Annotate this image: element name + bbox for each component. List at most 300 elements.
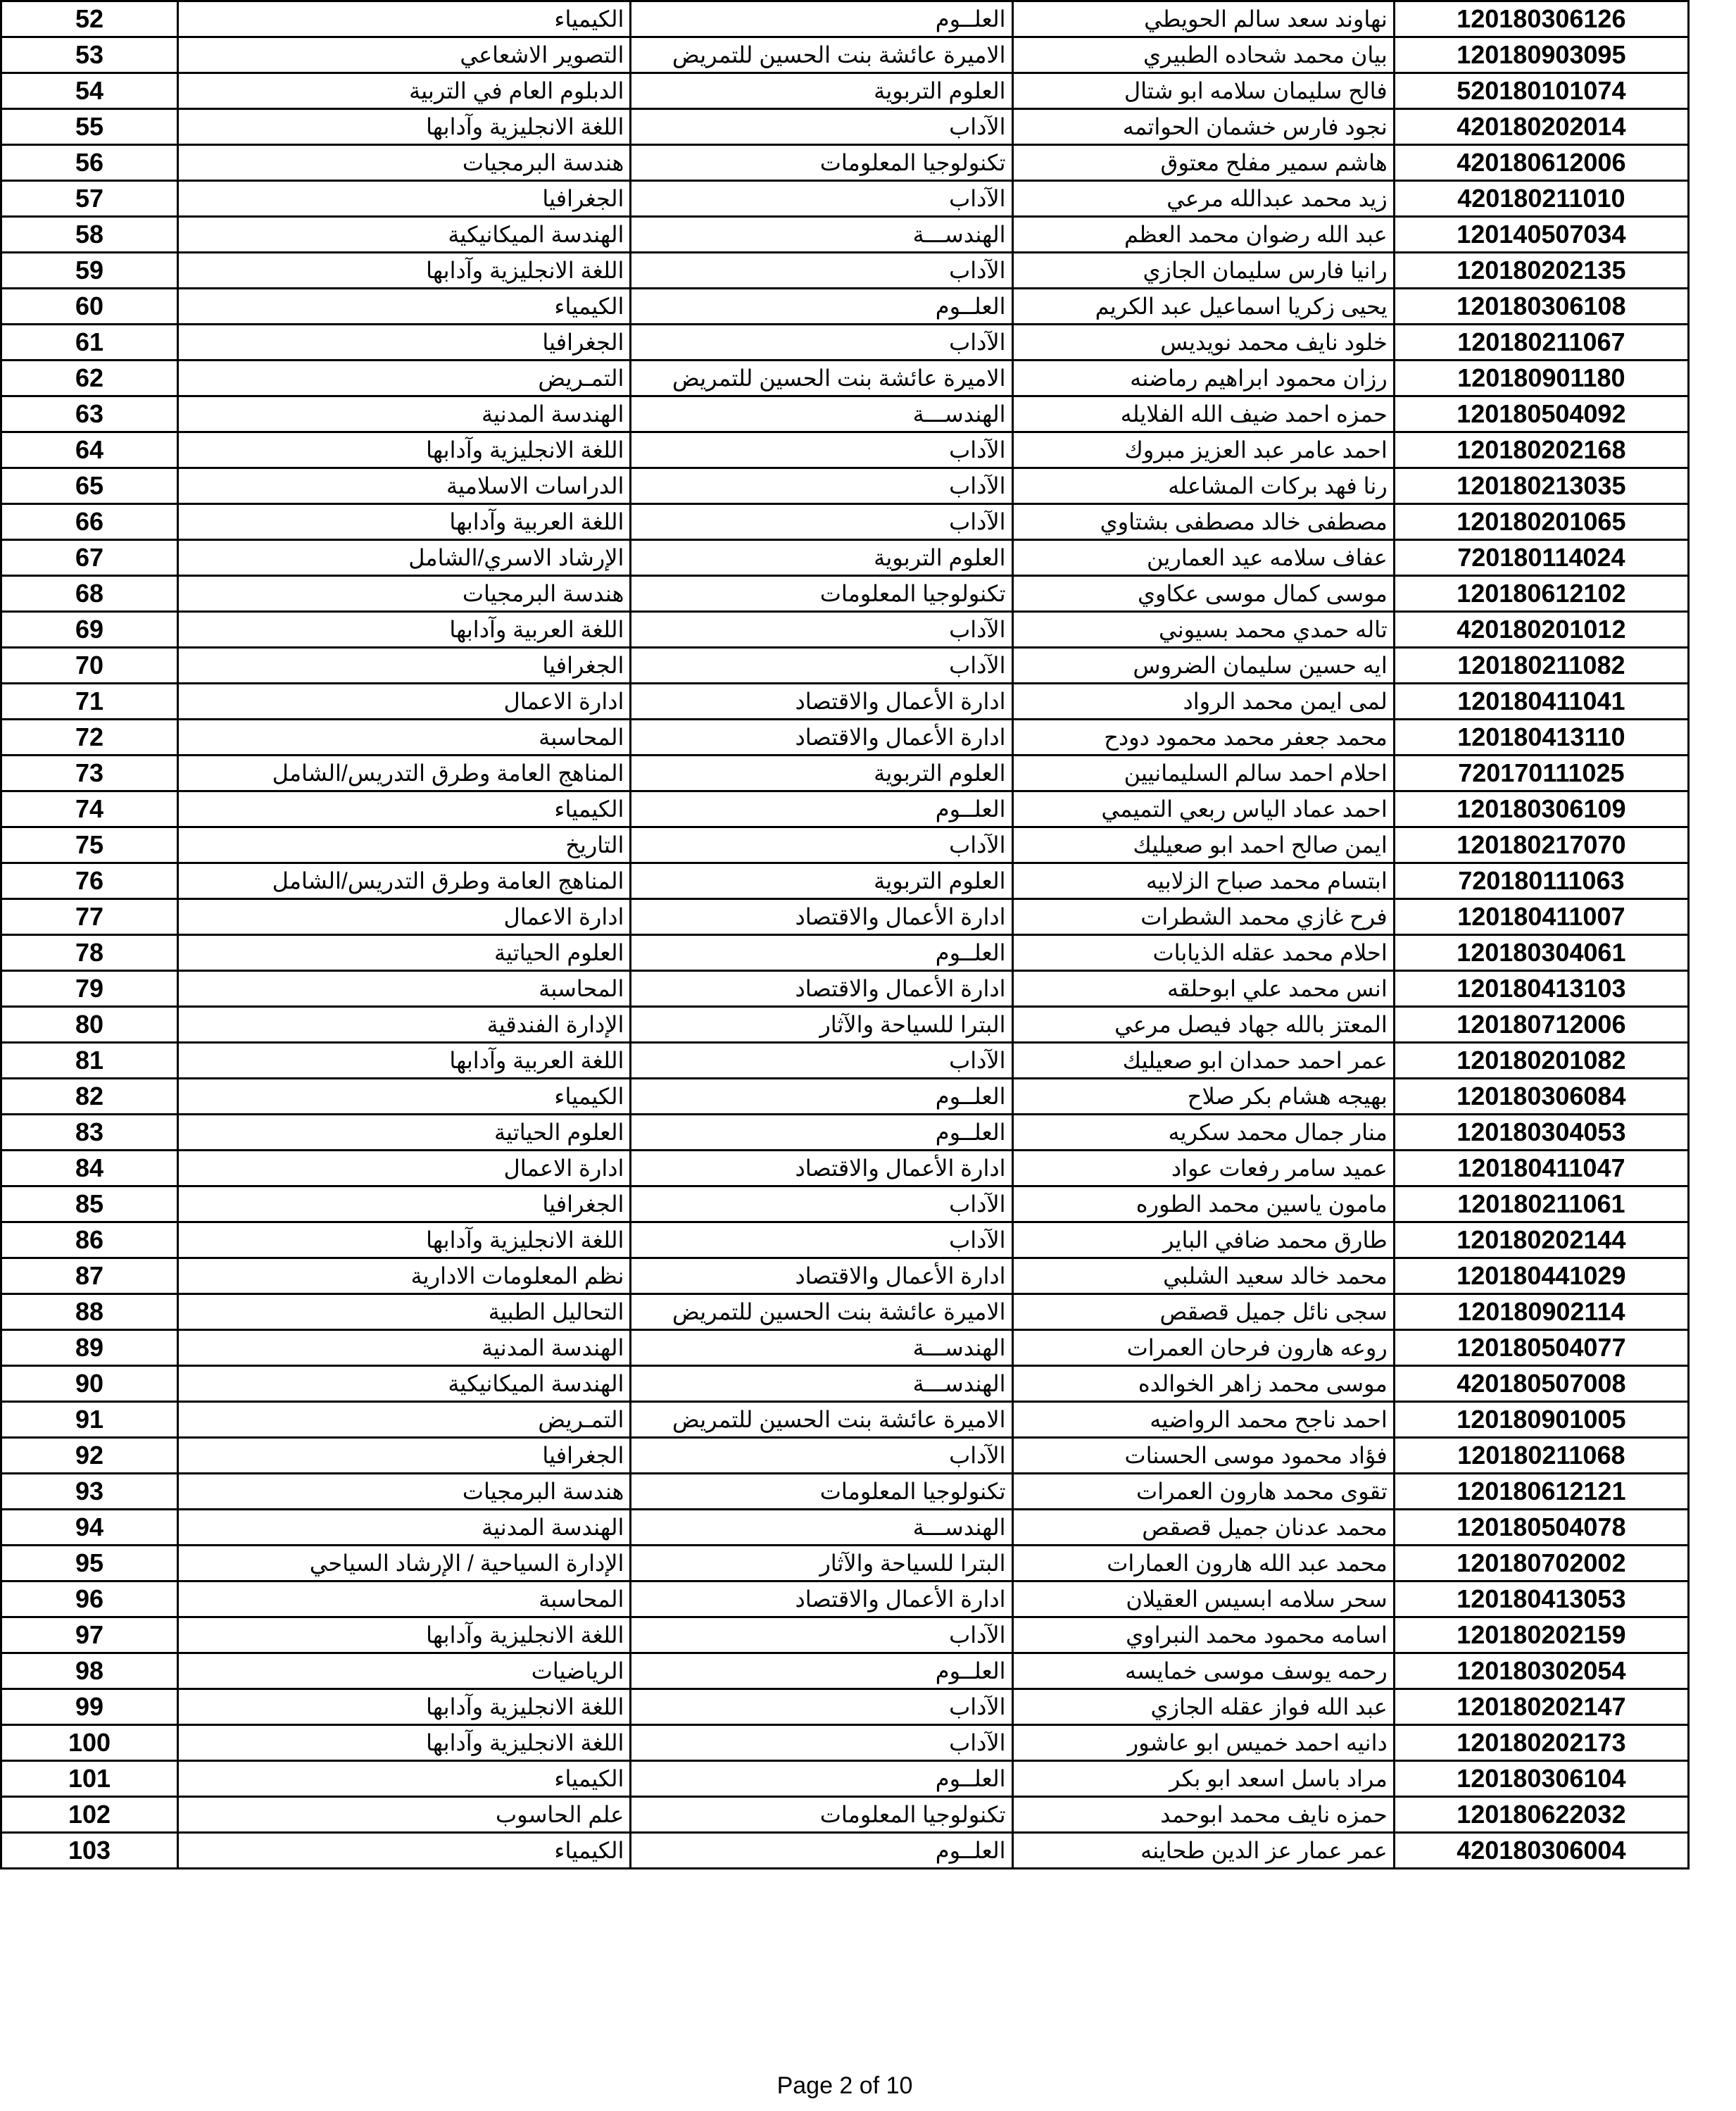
student-id-cell: 120180411007 bbox=[1394, 899, 1688, 935]
faculty-cell: الاميرة عائشة بنت الحسين للتمريض bbox=[631, 1402, 1012, 1438]
student-id-cell: 120180306126 bbox=[1394, 1, 1688, 37]
table-row bbox=[1, 1797, 1689, 1833]
row-number-cell: 102 bbox=[1, 1797, 178, 1833]
student-id-cell: 720170111025 bbox=[1394, 756, 1688, 791]
table-row bbox=[1, 863, 1689, 899]
student-id-cell: 120180202144 bbox=[1394, 1222, 1688, 1258]
faculty-cell: الآداب bbox=[631, 1438, 1012, 1474]
faculty-cell: ادارة الأعمال والاقتصاد bbox=[631, 1258, 1012, 1294]
row-number-cell: 69 bbox=[1, 612, 178, 648]
faculty-cell: الاميرة عائشة بنت الحسين للتمريض bbox=[631, 361, 1012, 396]
row-number-cell: 82 bbox=[1, 1079, 178, 1115]
row-number-cell: 65 bbox=[1, 468, 178, 504]
student-id-cell: 120180411047 bbox=[1394, 1151, 1688, 1186]
row-number-cell: 78 bbox=[1, 935, 178, 971]
student-name-cell: عمر عمار عز الدين طحاينه bbox=[1012, 1833, 1394, 1869]
faculty-cell: العلــوم bbox=[631, 935, 1012, 971]
major-cell: التمـريض bbox=[177, 1402, 630, 1438]
faculty-cell: الآداب bbox=[631, 253, 1012, 289]
row-number-cell: 60 bbox=[1, 289, 178, 325]
table-row bbox=[1, 1007, 1689, 1043]
major-cell: الكيمياء bbox=[177, 1833, 630, 1869]
major-cell: التحاليل الطبية bbox=[177, 1294, 630, 1330]
faculty-cell: تكنولوجيا المعلومات bbox=[631, 145, 1012, 181]
student-name-cell: سحر سلامه ابسيس العقيلان bbox=[1012, 1581, 1394, 1617]
student-name-cell: حمزه احمد ضيف الله الفلايله bbox=[1012, 396, 1394, 432]
table-row bbox=[1, 1151, 1689, 1186]
student-id-cell: 420180201012 bbox=[1394, 612, 1688, 648]
row-number-cell: 77 bbox=[1, 899, 178, 935]
table-row bbox=[1, 468, 1689, 504]
table-row bbox=[1, 899, 1689, 935]
row-number-cell: 83 bbox=[1, 1115, 178, 1151]
table-row bbox=[1, 1258, 1689, 1294]
major-cell: الكيمياء bbox=[177, 1761, 630, 1797]
student-id-cell: 120180201065 bbox=[1394, 504, 1688, 540]
faculty-cell: العلــوم bbox=[631, 1761, 1012, 1797]
faculty-cell: الآداب bbox=[631, 612, 1012, 648]
faculty-cell: العلوم التربوية bbox=[631, 540, 1012, 576]
student-id-cell: 420180211010 bbox=[1394, 181, 1688, 217]
row-number-cell: 93 bbox=[1, 1474, 178, 1510]
table-row bbox=[1, 1761, 1689, 1797]
student-id-cell: 120180304061 bbox=[1394, 935, 1688, 971]
table-row bbox=[1, 756, 1689, 791]
table-row bbox=[1, 361, 1689, 396]
major-cell: الهندسة المدنية bbox=[177, 1510, 630, 1546]
student-name-cell: ايه حسين سليمان الضروس bbox=[1012, 648, 1394, 684]
student-name-cell: دانيه احمد خميس ابو عاشور bbox=[1012, 1725, 1394, 1761]
table-row bbox=[1, 1330, 1689, 1366]
student-id-cell: 420180612006 bbox=[1394, 145, 1688, 181]
student-id-cell: 120180211067 bbox=[1394, 325, 1688, 361]
faculty-cell: العلوم التربوية bbox=[631, 756, 1012, 791]
student-name-cell: نجود فارس خشمان الحواتمه bbox=[1012, 109, 1394, 145]
student-id-cell: 120180612102 bbox=[1394, 576, 1688, 612]
student-name-cell: موسى محمد زاهر الخوالده bbox=[1012, 1366, 1394, 1402]
faculty-cell: الآداب bbox=[631, 1222, 1012, 1258]
major-cell: الإرشاد الاسري/الشامل bbox=[177, 540, 630, 576]
faculty-cell: العلــوم bbox=[631, 1653, 1012, 1689]
faculty-cell: الآداب bbox=[631, 109, 1012, 145]
row-number-cell: 85 bbox=[1, 1186, 178, 1222]
major-cell: الرياضيات bbox=[177, 1653, 630, 1689]
student-id-cell: 120180903095 bbox=[1394, 37, 1688, 73]
row-number-cell: 98 bbox=[1, 1653, 178, 1689]
faculty-cell: الآداب bbox=[631, 325, 1012, 361]
major-cell: الإدارة السياحية / الإرشاد السياحي bbox=[177, 1546, 630, 1581]
table-row bbox=[1, 1115, 1689, 1151]
row-number-cell: 53 bbox=[1, 37, 178, 73]
table-row bbox=[1, 1833, 1689, 1869]
faculty-cell: الهندســـة bbox=[631, 217, 1012, 253]
student-name-cell: منار جمال محمد سكريه bbox=[1012, 1115, 1394, 1151]
row-number-cell: 58 bbox=[1, 217, 178, 253]
student-id-cell: 120180306109 bbox=[1394, 791, 1688, 827]
row-number-cell: 92 bbox=[1, 1438, 178, 1474]
major-cell: اللغة الانجليزية وآدابها bbox=[177, 1689, 630, 1725]
major-cell: الإدارة الفندقية bbox=[177, 1007, 630, 1043]
table-row bbox=[1, 1474, 1689, 1510]
row-number-cell: 52 bbox=[1, 1, 178, 37]
faculty-cell: الآداب bbox=[631, 648, 1012, 684]
major-cell: نظم المعلومات الادارية bbox=[177, 1258, 630, 1294]
row-number-cell: 67 bbox=[1, 540, 178, 576]
student-id-cell: 120180304053 bbox=[1394, 1115, 1688, 1151]
major-cell: الهندسة الميكانيكية bbox=[177, 217, 630, 253]
student-name-cell: بيان محمد شحاده الطبيري bbox=[1012, 37, 1394, 73]
student-id-cell: 120180201082 bbox=[1394, 1043, 1688, 1079]
major-cell: اللغة الانجليزية وآدابها bbox=[177, 109, 630, 145]
student-name-cell: مراد باسل اسعد ابو بكر bbox=[1012, 1761, 1394, 1797]
student-id-cell: 120180504077 bbox=[1394, 1330, 1688, 1366]
faculty-cell: العلوم التربوية bbox=[631, 863, 1012, 899]
student-name-cell: ايمن صالح احمد ابو صعيليك bbox=[1012, 827, 1394, 863]
table-row bbox=[1, 1, 1689, 37]
major-cell: هندسة البرمجيات bbox=[177, 145, 630, 181]
faculty-cell: تكنولوجيا المعلومات bbox=[631, 1474, 1012, 1510]
major-cell: الهندسة المدنية bbox=[177, 1330, 630, 1366]
table-row bbox=[1, 971, 1689, 1007]
student-name-cell: مامون ياسين محمد الطوره bbox=[1012, 1186, 1394, 1222]
table-row bbox=[1, 1366, 1689, 1402]
major-cell: العلوم الحياتية bbox=[177, 1115, 630, 1151]
row-number-cell: 96 bbox=[1, 1581, 178, 1617]
row-number-cell: 54 bbox=[1, 73, 178, 109]
faculty-cell: ادارة الأعمال والاقتصاد bbox=[631, 1151, 1012, 1186]
student-name-cell: فالح سليمان سلامه ابو شتال bbox=[1012, 73, 1394, 109]
student-id-cell: 120180202135 bbox=[1394, 253, 1688, 289]
table-row bbox=[1, 1294, 1689, 1330]
faculty-cell: العلــوم bbox=[631, 791, 1012, 827]
table-row bbox=[1, 648, 1689, 684]
student-name-cell: عمر احمد حمدان ابو صعيليك bbox=[1012, 1043, 1394, 1079]
row-number-cell: 89 bbox=[1, 1330, 178, 1366]
major-cell: الدراسات الاسلامية bbox=[177, 468, 630, 504]
row-number-cell: 87 bbox=[1, 1258, 178, 1294]
student-name-cell: خلود نايف محمد نويديس bbox=[1012, 325, 1394, 361]
major-cell: المحاسبة bbox=[177, 971, 630, 1007]
student-id-cell: 120180411041 bbox=[1394, 684, 1688, 720]
student-name-cell: عبد الله فواز عقله الجازي bbox=[1012, 1689, 1394, 1725]
student-name-cell: عبد الله رضوان محمد العظم bbox=[1012, 217, 1394, 253]
student-id-cell: 120180902114 bbox=[1394, 1294, 1688, 1330]
major-cell: اللغة الانجليزية وآدابها bbox=[177, 253, 630, 289]
major-cell: اللغة الانجليزية وآدابها bbox=[177, 432, 630, 468]
major-cell: اللغة الانجليزية وآدابها bbox=[177, 1725, 630, 1761]
student-name-cell: احلام محمد عقله الذيابات bbox=[1012, 935, 1394, 971]
student-name-cell: اسامه محمود محمد النبراوي bbox=[1012, 1617, 1394, 1653]
row-number-cell: 64 bbox=[1, 432, 178, 468]
student-name-cell: محمد جعفر محمد محمود دودح bbox=[1012, 720, 1394, 756]
faculty-cell: الآداب bbox=[631, 1043, 1012, 1079]
student-name-cell: احمد عماد الياس ربعي التميمي bbox=[1012, 791, 1394, 827]
student-name-cell: تاله حمدي محمد بسيوني bbox=[1012, 612, 1394, 648]
major-cell: التاريخ bbox=[177, 827, 630, 863]
table-row bbox=[1, 1186, 1689, 1222]
faculty-cell: ادارة الأعمال والاقتصاد bbox=[631, 971, 1012, 1007]
table-row bbox=[1, 504, 1689, 540]
row-number-cell: 103 bbox=[1, 1833, 178, 1869]
row-number-cell: 94 bbox=[1, 1510, 178, 1546]
student-name-cell: سجى نائل جميل قصقص bbox=[1012, 1294, 1394, 1330]
faculty-cell: الآداب bbox=[631, 1725, 1012, 1761]
faculty-cell: الآداب bbox=[631, 1689, 1012, 1725]
student-name-cell: زيد محمد عبدالله مرعي bbox=[1012, 181, 1394, 217]
major-cell: المناهج العامة وطرق التدريس/الشامل bbox=[177, 756, 630, 791]
student-name-cell: عميد سامر رفعات عواد bbox=[1012, 1151, 1394, 1186]
table-row bbox=[1, 1546, 1689, 1581]
faculty-cell: ادارة الأعمال والاقتصاد bbox=[631, 684, 1012, 720]
student-id-cell: 120180202147 bbox=[1394, 1689, 1688, 1725]
faculty-cell: الآداب bbox=[631, 504, 1012, 540]
row-number-cell: 91 bbox=[1, 1402, 178, 1438]
student-id-cell: 120180612121 bbox=[1394, 1474, 1688, 1510]
major-cell: الهندسة المدنية bbox=[177, 396, 630, 432]
major-cell: الجغرافيا bbox=[177, 1186, 630, 1222]
student-id-cell: 120180306108 bbox=[1394, 289, 1688, 325]
faculty-cell: العلوم التربوية bbox=[631, 73, 1012, 109]
student-name-cell: هاشم سمير مفلح معتوق bbox=[1012, 145, 1394, 181]
student-id-cell: 720180114024 bbox=[1394, 540, 1688, 576]
student-id-cell: 120180306104 bbox=[1394, 1761, 1688, 1797]
major-cell: اللغة العربية وآدابها bbox=[177, 504, 630, 540]
student-name-cell: بهيجه هشام بكر صلاح bbox=[1012, 1079, 1394, 1115]
student-name-cell: موسى كمال موسى عكاوي bbox=[1012, 576, 1394, 612]
row-number-cell: 74 bbox=[1, 791, 178, 827]
table-row bbox=[1, 145, 1689, 181]
student-name-cell: يحيى زكريا اسماعيل عبد الكريم bbox=[1012, 289, 1394, 325]
major-cell: التمـريض bbox=[177, 361, 630, 396]
major-cell: الجغرافيا bbox=[177, 325, 630, 361]
student-id-cell: 120180211068 bbox=[1394, 1438, 1688, 1474]
table-row bbox=[1, 1402, 1689, 1438]
major-cell: الكيمياء bbox=[177, 791, 630, 827]
faculty-cell: البترا للسياحة والآثار bbox=[631, 1007, 1012, 1043]
faculty-cell: العلــوم bbox=[631, 1, 1012, 37]
major-cell: اللغة العربية وآدابها bbox=[177, 612, 630, 648]
faculty-cell: الهندســـة bbox=[631, 1366, 1012, 1402]
faculty-cell: ادارة الأعمال والاقتصاد bbox=[631, 899, 1012, 935]
major-cell: العلوم الحياتية bbox=[177, 935, 630, 971]
student-id-cell: 120180302054 bbox=[1394, 1653, 1688, 1689]
table-row bbox=[1, 1510, 1689, 1546]
student-id-cell: 120180712006 bbox=[1394, 1007, 1688, 1043]
student-name-cell: فرح غازي محمد الشطرات bbox=[1012, 899, 1394, 935]
major-cell: المحاسبة bbox=[177, 720, 630, 756]
student-id-cell: 120180901005 bbox=[1394, 1402, 1688, 1438]
table-row bbox=[1, 1581, 1689, 1617]
student-name-cell: انس محمد علي ابوحلقه bbox=[1012, 971, 1394, 1007]
table-row bbox=[1, 1079, 1689, 1115]
major-cell: ادارة الاعمال bbox=[177, 684, 630, 720]
major-cell: هندسة البرمجيات bbox=[177, 1474, 630, 1510]
table-row bbox=[1, 935, 1689, 971]
row-number-cell: 86 bbox=[1, 1222, 178, 1258]
major-cell: الهندسة الميكانيكية bbox=[177, 1366, 630, 1402]
student-id-cell: 120180306084 bbox=[1394, 1079, 1688, 1115]
row-number-cell: 59 bbox=[1, 253, 178, 289]
student-id-cell: 420180202014 bbox=[1394, 109, 1688, 145]
major-cell: الكيمياء bbox=[177, 289, 630, 325]
row-number-cell: 97 bbox=[1, 1617, 178, 1653]
row-number-cell: 70 bbox=[1, 648, 178, 684]
table-row bbox=[1, 289, 1689, 325]
student-id-cell: 120180622032 bbox=[1394, 1797, 1688, 1833]
row-number-cell: 71 bbox=[1, 684, 178, 720]
row-number-cell: 76 bbox=[1, 863, 178, 899]
table-row bbox=[1, 1438, 1689, 1474]
row-number-cell: 90 bbox=[1, 1366, 178, 1402]
major-cell: المناهج العامة وطرق التدريس/الشامل bbox=[177, 863, 630, 899]
student-id-cell: 120180413053 bbox=[1394, 1581, 1688, 1617]
student-id-cell: 420180507008 bbox=[1394, 1366, 1688, 1402]
faculty-cell: تكنولوجيا المعلومات bbox=[631, 576, 1012, 612]
student-name-cell: طارق محمد ضافي الباير bbox=[1012, 1222, 1394, 1258]
major-cell: هندسة البرمجيات bbox=[177, 576, 630, 612]
student-name-cell: لمى ايمن محمد الرواد bbox=[1012, 684, 1394, 720]
row-number-cell: 72 bbox=[1, 720, 178, 756]
student-id-cell: 120180211061 bbox=[1394, 1186, 1688, 1222]
row-number-cell: 101 bbox=[1, 1761, 178, 1797]
table-row bbox=[1, 37, 1689, 73]
major-cell: اللغة الانجليزية وآدابها bbox=[177, 1617, 630, 1653]
table-row bbox=[1, 1653, 1689, 1689]
faculty-cell: البترا للسياحة والآثار bbox=[631, 1546, 1012, 1581]
faculty-cell: الهندســـة bbox=[631, 396, 1012, 432]
faculty-cell: الآداب bbox=[631, 432, 1012, 468]
row-number-cell: 75 bbox=[1, 827, 178, 863]
row-number-cell: 57 bbox=[1, 181, 178, 217]
student-name-cell: محمد خالد سعيد الشلبي bbox=[1012, 1258, 1394, 1294]
student-id-cell: 120180504092 bbox=[1394, 396, 1688, 432]
student-name-cell: فؤاد محمود موسى الحسنات bbox=[1012, 1438, 1394, 1474]
table-row bbox=[1, 540, 1689, 576]
table-row bbox=[1, 396, 1689, 432]
student-id-cell: 520180101074 bbox=[1394, 73, 1688, 109]
student-name-cell: احمد ناجح محمد الرواضيه bbox=[1012, 1402, 1394, 1438]
table-row bbox=[1, 720, 1689, 756]
faculty-cell: العلــوم bbox=[631, 289, 1012, 325]
table-row bbox=[1, 109, 1689, 145]
faculty-cell: الاميرة عائشة بنت الحسين للتمريض bbox=[631, 37, 1012, 73]
student-name-cell: ابتسام محمد صباح الزلابيه bbox=[1012, 863, 1394, 899]
major-cell: التصوير الاشعاعي bbox=[177, 37, 630, 73]
student-id-cell: 120180213035 bbox=[1394, 468, 1688, 504]
faculty-cell: الآداب bbox=[631, 1617, 1012, 1653]
table-row bbox=[1, 73, 1689, 109]
row-number-cell: 56 bbox=[1, 145, 178, 181]
student-id-cell: 120180441029 bbox=[1394, 1258, 1688, 1294]
student-id-cell: 720180111063 bbox=[1394, 863, 1688, 899]
row-number-cell: 88 bbox=[1, 1294, 178, 1330]
faculty-cell: الهندســـة bbox=[631, 1510, 1012, 1546]
student-name-cell: احمد عامر عبد العزيز مبروك bbox=[1012, 432, 1394, 468]
row-number-cell: 80 bbox=[1, 1007, 178, 1043]
row-number-cell: 95 bbox=[1, 1546, 178, 1581]
major-cell: ادارة الاعمال bbox=[177, 1151, 630, 1186]
student-id-cell: 120180217070 bbox=[1394, 827, 1688, 863]
student-name-cell: رنا فهد بركات المشاعله bbox=[1012, 468, 1394, 504]
table-row bbox=[1, 217, 1689, 253]
faculty-cell: العلــوم bbox=[631, 1079, 1012, 1115]
row-number-cell: 79 bbox=[1, 971, 178, 1007]
faculty-cell: الآداب bbox=[631, 1186, 1012, 1222]
student-name-cell: محمد عدنان جميل قصقص bbox=[1012, 1510, 1394, 1546]
student-name-cell: رانيا فارس سليمان الجازي bbox=[1012, 253, 1394, 289]
row-number-cell: 99 bbox=[1, 1689, 178, 1725]
major-cell: الجغرافيا bbox=[177, 1438, 630, 1474]
faculty-cell: الهندســـة bbox=[631, 1330, 1012, 1366]
table-row bbox=[1, 181, 1689, 217]
major-cell: الكيمياء bbox=[177, 1079, 630, 1115]
faculty-cell: الآداب bbox=[631, 827, 1012, 863]
student-id-cell: 120180202159 bbox=[1394, 1617, 1688, 1653]
student-name-cell: احلام احمد سالم السليمانيين bbox=[1012, 756, 1394, 791]
faculty-cell: تكنولوجيا المعلومات bbox=[631, 1797, 1012, 1833]
major-cell: الجغرافيا bbox=[177, 648, 630, 684]
faculty-cell: العلــوم bbox=[631, 1833, 1012, 1869]
table-row bbox=[1, 253, 1689, 289]
student-id-cell: 120140507034 bbox=[1394, 217, 1688, 253]
faculty-cell: ادارة الأعمال والاقتصاد bbox=[631, 720, 1012, 756]
student-name-cell: رزان محمود ابراهيم رماضنه bbox=[1012, 361, 1394, 396]
student-table-body bbox=[1, 1, 1689, 1869]
row-number-cell: 62 bbox=[1, 361, 178, 396]
student-id-cell: 120180202173 bbox=[1394, 1725, 1688, 1761]
faculty-cell: الآداب bbox=[631, 181, 1012, 217]
student-name-cell: نهاوند سعد سالم الحويطي bbox=[1012, 1, 1394, 37]
student-name-cell: عفاف سلامه عيد العمارين bbox=[1012, 540, 1394, 576]
student-name-cell: المعتز بالله جهاد فيصل مرعي bbox=[1012, 1007, 1394, 1043]
major-cell: ادارة الاعمال bbox=[177, 899, 630, 935]
student-id-cell: 120180413110 bbox=[1394, 720, 1688, 756]
row-number-cell: 66 bbox=[1, 504, 178, 540]
row-number-cell: 81 bbox=[1, 1043, 178, 1079]
major-cell: اللغة العربية وآدابها bbox=[177, 1043, 630, 1079]
student-name-cell: حمزه نايف محمد ابوحمد bbox=[1012, 1797, 1394, 1833]
major-cell: الكيمياء bbox=[177, 1, 630, 37]
student-id-cell: 420180306004 bbox=[1394, 1833, 1688, 1869]
row-number-cell: 100 bbox=[1, 1725, 178, 1761]
major-cell: علم الحاسوب bbox=[177, 1797, 630, 1833]
student-id-cell: 120180211082 bbox=[1394, 648, 1688, 684]
major-cell: الجغرافيا bbox=[177, 181, 630, 217]
student-id-cell: 120180202168 bbox=[1394, 432, 1688, 468]
table-row bbox=[1, 1725, 1689, 1761]
table-row bbox=[1, 684, 1689, 720]
page-number-label: Page 2 of 10 bbox=[776, 2072, 913, 2099]
student-id-cell: 120180413103 bbox=[1394, 971, 1688, 1007]
row-number-cell: 68 bbox=[1, 576, 178, 612]
row-number-cell: 73 bbox=[1, 756, 178, 791]
page-footer bbox=[0, 2072, 1690, 2100]
faculty-cell: العلــوم bbox=[631, 1115, 1012, 1151]
faculty-cell: ادارة الأعمال والاقتصاد bbox=[631, 1581, 1012, 1617]
table-row bbox=[1, 1617, 1689, 1653]
table-row bbox=[1, 1689, 1689, 1725]
major-cell: الدبلوم العام في التربية bbox=[177, 73, 630, 109]
table-row bbox=[1, 432, 1689, 468]
table-row bbox=[1, 576, 1689, 612]
row-number-cell: 55 bbox=[1, 109, 178, 145]
student-id-cell: 120180901180 bbox=[1394, 361, 1688, 396]
table-row bbox=[1, 791, 1689, 827]
student-name-cell: تقوى محمد هارون العمرات bbox=[1012, 1474, 1394, 1510]
student-id-cell: 120180702002 bbox=[1394, 1546, 1688, 1581]
table-row bbox=[1, 827, 1689, 863]
row-number-cell: 63 bbox=[1, 396, 178, 432]
